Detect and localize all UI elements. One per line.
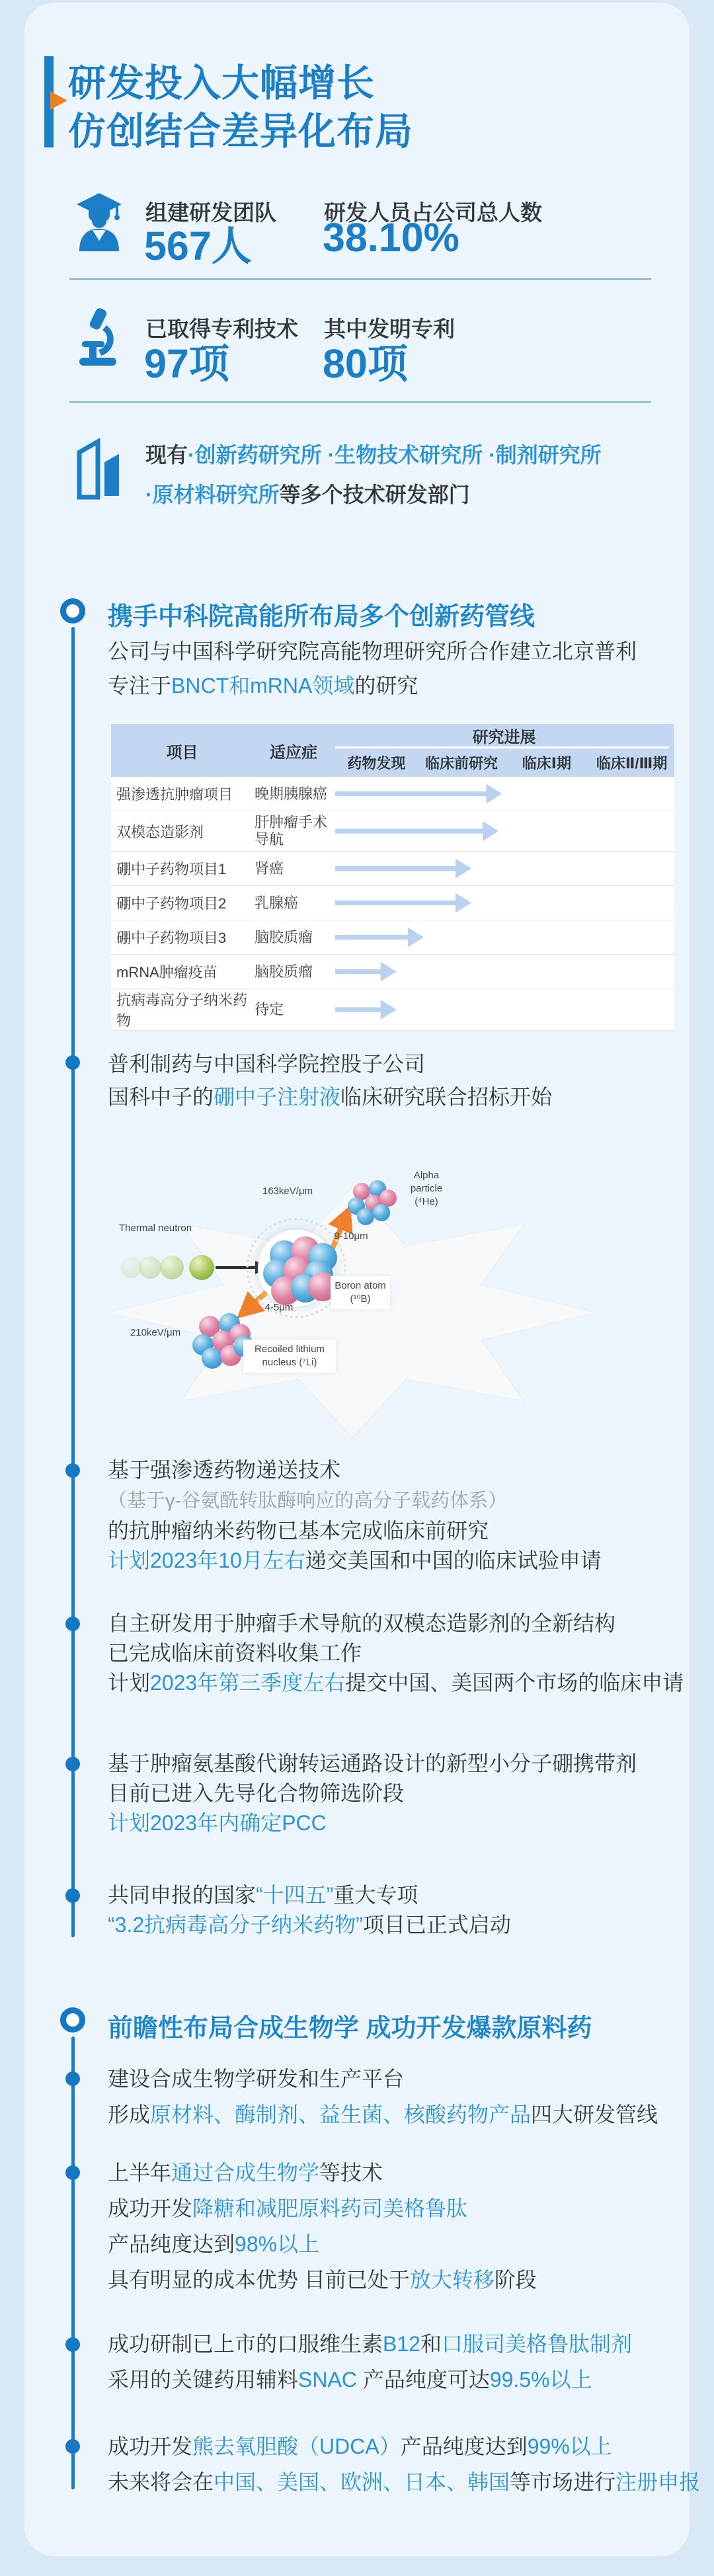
indication-cell: 肝肿瘤手术导航	[255, 814, 328, 848]
pipeline-row	[111, 777, 674, 811]
bullet-dot	[65, 1888, 80, 1903]
stat-value-patents: 97项	[144, 341, 229, 386]
stat-value-rd-ratio: 38.10%	[323, 215, 459, 260]
indication-cell: 脑胶质瘤	[255, 928, 313, 946]
label-163kev: 163keV/μm	[262, 1186, 313, 1197]
pipeline-row	[111, 920, 674, 955]
label-4-5um: 4-5μm	[264, 1302, 294, 1313]
pipeline-row	[111, 989, 674, 1031]
alpha-particle-cluster	[357, 1208, 374, 1225]
departments-text: 现有·创新药研究所 ·生物技术研究所 ·制剂研究所 ·原材料研究所等多个技术研发部门	[145, 443, 602, 506]
project-cell: 硼中子药物项目1	[116, 861, 227, 877]
pipeline-table	[111, 724, 674, 1031]
timeline-line	[71, 627, 75, 1937]
stat-value-invention-patents: 80项	[323, 341, 408, 386]
bullet-nano-drug: 基于强渗透药物递送技术 （基于γ-谷氨酰转肽酶响应的高分子载药体系） 的抗肿瘤纳米药物已基本完成临床前研究 计划2023年10月左右递交美国和中国的临床试验申请	[108, 1458, 602, 1572]
bullet-national-project: 共同申报的国家“十四五”重大专项 “3.2抗病毒高分子纳米药物”项目已正式启动	[108, 1883, 511, 1937]
graduate-icon	[74, 190, 124, 254]
pipeline-row	[111, 955, 674, 989]
progress-arrow	[335, 1000, 397, 1020]
divider	[69, 278, 651, 280]
partner-note: 普利制药与中国科学院控股子公司 国科中子的硼中子注射液临床研究联合招标开始	[108, 1052, 553, 1109]
section2-bullet-ring	[60, 2007, 85, 2033]
phase-preclinical: 临床前研究	[425, 755, 498, 772]
page-title-line1: 研发投入大幅增长	[68, 62, 375, 104]
project-cell: mRNA肿瘤疫苗	[116, 964, 218, 981]
project-cell: 双模态造影剂	[116, 823, 204, 840]
col-header-progress-group	[334, 724, 674, 777]
progress-arrow	[335, 784, 502, 804]
pipeline-row	[111, 811, 674, 852]
label-alpha-particle: Alpha particle (⁴He)	[410, 1170, 443, 1207]
bullet-synbio-platform: 建设合成生物学研发和生产平台 形成原材料、酶制剂、益生菌、核酸药物产品四大研发管线	[108, 2067, 658, 2126]
section1-intro: 公司与中国科学研究院高能物理研究所合作建立北京普利 专注于BNCT和mRNA领域的研究	[108, 639, 637, 698]
microscope-icon	[75, 308, 123, 370]
progress-arrow	[335, 893, 471, 913]
bullet-dot	[65, 2439, 80, 2454]
section1-title: 携手中科院高能所布局多个创新药管线	[108, 603, 536, 631]
label-thermal-neutron: Thermal neutron	[119, 1223, 192, 1234]
bullet-udca: 成功开发熊去氧胆酸（UDCA）产品纯度达到99%以上 未来将会在中国、美国、欧洲、日本、韩国等市场进行注册申报	[108, 2435, 701, 2494]
bullet-snac: 成功研制已上市的口服维生素B12和口服司美格鲁肽制剂 采用的关键药用辅料SNAC 产品纯度可达99.5%以上	[108, 2332, 632, 2392]
neutron-sphere	[189, 1255, 214, 1280]
bullet-dot	[65, 1463, 80, 1478]
progress-arrow	[335, 962, 397, 982]
timeline-line	[71, 2036, 75, 2489]
col-header-progress: 研究进展	[472, 728, 536, 746]
bullet-dot	[65, 1055, 80, 1070]
bullet-contrast-agent: 自主研发用于肿瘤手术导航的双模态造影剂的全新结构 已完成临床前资料收集工作 计划2023年第三季度左右提交中国、美国两个市场的临床申请	[108, 1611, 684, 1695]
bullet-dot	[65, 1757, 80, 1771]
indication-cell: 晚期胰腺癌	[255, 785, 328, 802]
neutron-ghost	[160, 1256, 184, 1279]
project-cell: 抗病毒高分子纳米药物	[116, 992, 248, 1029]
indication-cell: 乳腺癌	[255, 894, 299, 911]
alpha-particle-cluster	[373, 1204, 390, 1221]
bullet-dot	[65, 2165, 80, 2180]
label-9-10um: 9-10μm	[334, 1230, 368, 1242]
divider	[69, 401, 651, 403]
stat-label-team: 组建研发团队	[145, 200, 276, 225]
section2-title: 前瞻性布局合成生物学 成功开发爆款原料药	[108, 2015, 592, 2042]
pipeline-row	[111, 852, 674, 886]
col-header-indication: 适应症	[270, 743, 317, 762]
pipeline-row	[111, 886, 674, 920]
bullet-boron-carrier: 基于肿瘤氨基酸代谢转运通路设计的新型小分子硼携带剂 目前已进入先导化合物筛选阶段 计划2023年内确定PCC	[108, 1751, 637, 1835]
project-cell: 硼中子药物项目3	[116, 930, 227, 946]
phase-clinical-2-3: 临床Ⅱ/Ⅲ期	[596, 755, 668, 772]
indication-cell: 脑胶质瘤	[255, 963, 313, 980]
col-header-project: 项目	[166, 743, 198, 762]
bullet-dot	[65, 1617, 80, 1631]
bullet-dot	[65, 2337, 80, 2352]
bullet-semaglutide-api: 上半年通过合成生物学等技术 成功开发降糖和减肥原料药司美格鲁肽 产品纯度达到98%以上 具有明显的成本优势 目前已处于放大转移阶段	[108, 2161, 537, 2292]
progress-arrow	[335, 821, 498, 841]
section1-bullet-ring	[60, 598, 85, 624]
project-cell: 硼中子药物项目2	[116, 895, 227, 912]
neutron-ghost	[139, 1256, 161, 1279]
pipeline-table-header	[111, 724, 674, 777]
project-cell: 强渗透抗肿瘤项目	[116, 786, 233, 803]
buildings-icon	[73, 432, 126, 500]
indication-cell: 肾癌	[255, 860, 284, 877]
indication-cell: 待定	[255, 1001, 284, 1018]
stat-label-invention-patents: 其中发明专利	[324, 317, 455, 341]
label-boron-atom: Boron atom (¹⁰B)	[331, 1276, 390, 1309]
bnct-diagram	[99, 1170, 628, 1461]
stat-label-patents: 已取得专利技术	[145, 317, 298, 341]
label-recoiled-lithium: Recoiled lithium nucleus (⁷Li)	[243, 1340, 336, 1373]
lithium-nucleus-cluster	[202, 1348, 223, 1369]
page-title-line2: 仿创结合差异化布局	[68, 110, 413, 153]
phase-discovery: 药物发现	[347, 755, 406, 772]
progress-arrow	[335, 859, 471, 879]
pipeline-table-body	[111, 777, 674, 1031]
bullet-dot	[65, 2072, 80, 2086]
progress-arrow	[335, 928, 424, 947]
stat-value-team: 567人	[144, 223, 252, 268]
label-210kev: 210keV/μm	[130, 1327, 181, 1338]
title-accent-arrow-icon	[50, 91, 67, 110]
phase-clinical-1: 临床Ⅰ期	[522, 755, 571, 772]
stat-label-rd-ratio: 研发人员占公司总人数	[324, 200, 542, 225]
